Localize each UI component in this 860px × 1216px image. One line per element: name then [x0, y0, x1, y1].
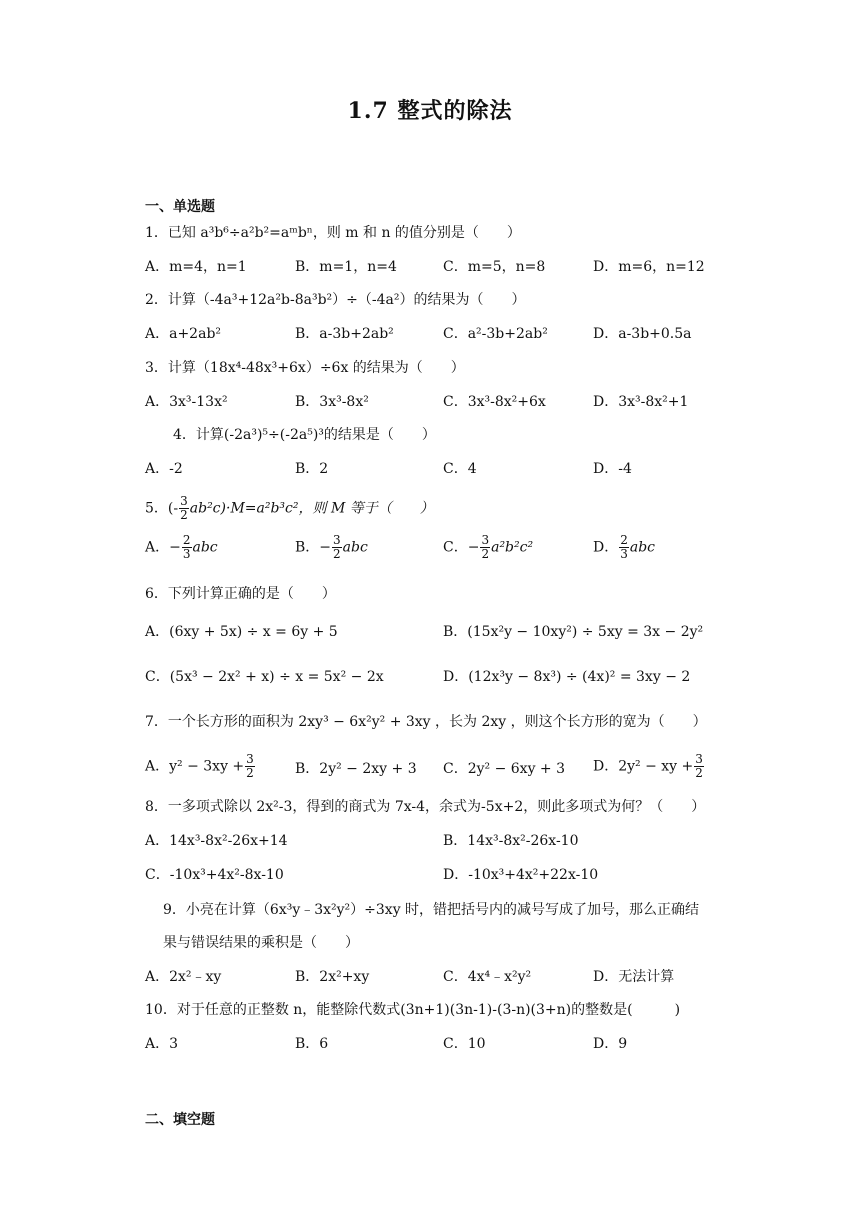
- question-2-options: [145, 325, 725, 355]
- question-6-option-b[interactable]: B．(15x²y − 10xy²) ÷ 5xy = 3x − 2y²: [443, 624, 704, 640]
- question-7-option-d[interactable]: D．2y² − xy + $\frac{3}{2}$: [593, 752, 703, 780]
- question-8-option-b[interactable]: B．14x³-8x²-26x-10: [443, 833, 579, 849]
- question-8-options-row-1: [145, 832, 725, 862]
- section-heading-fill-in: 二、填空题: [145, 1112, 215, 1128]
- question-10-stem: 10．对于任意的正整数 n，能整除代数式(3n+1)(3n-1)-(3-n)(3+n)的整数是( ): [145, 1002, 681, 1018]
- question-6-stem: 6．下列计算正确的是（ ）: [145, 586, 336, 602]
- question-9-option-c[interactable]: C．4x⁴﹣x²y²: [443, 969, 532, 985]
- question-2-option-b[interactable]: B．a-3b+2ab²: [295, 326, 394, 342]
- question-2-stem: 2．计算（-4a³+12a²b-8a³b²）÷（-4a²）的结果为（ ）: [145, 292, 526, 308]
- question-3-option-b[interactable]: B．3x³-8x²: [295, 394, 369, 410]
- question-2-option-d[interactable]: D．a-3b+0.5a: [593, 326, 692, 342]
- question-8-option-c[interactable]: C．-10x³+4x²-8x-10: [145, 867, 284, 883]
- question-4-option-b[interactable]: B．2: [295, 461, 329, 477]
- question-5-option-d[interactable]: D． $\frac{2}{3}$ abc: [593, 533, 656, 561]
- question-7-option-a[interactable]: A．y² − 3xy + $\frac{3}{2}$: [145, 752, 254, 780]
- question-6-options-row-2: [145, 668, 725, 698]
- question-3-options: [145, 393, 725, 423]
- question-1-options: [145, 258, 725, 288]
- question-6-option-d[interactable]: D．(12x³y − 8x³) ÷ (4x)² = 3xy − 2: [443, 669, 691, 685]
- question-9-option-d[interactable]: D．无法计算: [593, 969, 675, 985]
- question-8-stem: 8．一多项式除以 2x²-3，得到的商式为 7x-4，余式为-5x+2，则此多项式为何？（ ）: [145, 799, 706, 815]
- question-8-options-row-2: [145, 866, 725, 896]
- question-2-option-c[interactable]: C．a²-3b+2ab²: [443, 326, 548, 342]
- question-1-option-c[interactable]: C．m=5，n=8: [443, 259, 546, 275]
- question-9-options: [145, 968, 725, 998]
- question-5-option-a[interactable]: A．− $\frac{2}{3}$ abc: [145, 533, 218, 561]
- question-9-stem-line-1: 9．小亮在计算（6x³y﹣3x²y²）÷3xy 时，错把括号内的减号写成了加号，那么正确结: [163, 902, 700, 918]
- question-7-option-b[interactable]: B．2y² − 2xy + 3: [295, 761, 417, 777]
- question-10-option-d[interactable]: D．9: [593, 1036, 628, 1052]
- question-4-stem: 4．计算(-2a³)⁵÷(-2a⁵)³的结果是（ ）: [173, 427, 436, 443]
- question-4-option-c[interactable]: C．4: [443, 461, 477, 477]
- question-5-stem: 5．(- $\frac{3}{2}$ ab²c)·M=a²b³c²，则 M 等于（ ）: [145, 494, 434, 522]
- question-10-option-c[interactable]: C．10: [443, 1036, 486, 1052]
- question-3-option-d[interactable]: D．3x³-8x²+1: [593, 394, 689, 410]
- question-8-option-a[interactable]: A．14x³-8x²-26x+14: [145, 833, 288, 849]
- question-3-option-c[interactable]: C．3x³-8x²+6x: [443, 394, 546, 410]
- question-4-options: [145, 460, 725, 490]
- question-1-stem: 1．已知 a³b⁶÷a²b²=aᵐbⁿ，则 m 和 n 的值分别是（ ）: [145, 225, 521, 241]
- question-3-stem: 3．计算（18x⁴-48x³+6x）÷6x 的结果为（ ）: [145, 360, 465, 376]
- question-5-options: [145, 533, 725, 570]
- question-9-option-b[interactable]: B．2x²+xy: [295, 969, 370, 985]
- question-5-option-c[interactable]: C．− $\frac{3}{2}$ a²b²c²: [443, 533, 534, 561]
- question-10-option-b[interactable]: B．6: [295, 1036, 329, 1052]
- question-5-option-b[interactable]: B．− $\frac{3}{2}$ abc: [295, 533, 368, 561]
- question-7-option-c[interactable]: C．2y² − 6xy + 3: [443, 761, 566, 777]
- page-title: 1.7 整式的除法: [347, 98, 513, 124]
- question-1-option-a[interactable]: A．m=4，n=1: [145, 259, 247, 275]
- question-7-options: [145, 752, 725, 787]
- question-6-option-a[interactable]: A．(6xy + 5x) ÷ x = 6y + 5: [145, 624, 338, 640]
- section-heading-single-choice: 一、单选题: [145, 199, 215, 215]
- fraction: $\frac{3}{2}$: [180, 494, 188, 522]
- question-7-stem: 7．一个长方形的面积为 2xy³ − 6x²y² + 3xy ，长为 2xy ，则这个长方形的宽为（ ）: [145, 714, 707, 730]
- question-6-options-row-1: [145, 623, 725, 653]
- question-4-option-d[interactable]: D．-4: [593, 461, 632, 477]
- question-6-option-c[interactable]: C．(5x³ − 2x² + x) ÷ x = 5x² − 2x: [145, 669, 384, 685]
- question-1-option-b[interactable]: B．m=1，n=4: [295, 259, 397, 275]
- question-10-option-a[interactable]: A．3: [145, 1036, 179, 1052]
- question-4-option-a[interactable]: A．-2: [145, 461, 183, 477]
- question-1-option-d[interactable]: D．m=6，n=12: [593, 259, 705, 275]
- question-9-stem-line-2: 果与错误结果的乘积是（ ）: [163, 935, 359, 951]
- question-9-option-a[interactable]: A．2x²﹣xy: [145, 969, 222, 985]
- question-8-option-d[interactable]: D．-10x³+4x²+22x-10: [443, 867, 599, 883]
- question-3-option-a[interactable]: A．3x³-13x²: [145, 394, 228, 410]
- question-2-option-a[interactable]: A．a+2ab²: [145, 326, 222, 342]
- question-10-options: [145, 1035, 725, 1065]
